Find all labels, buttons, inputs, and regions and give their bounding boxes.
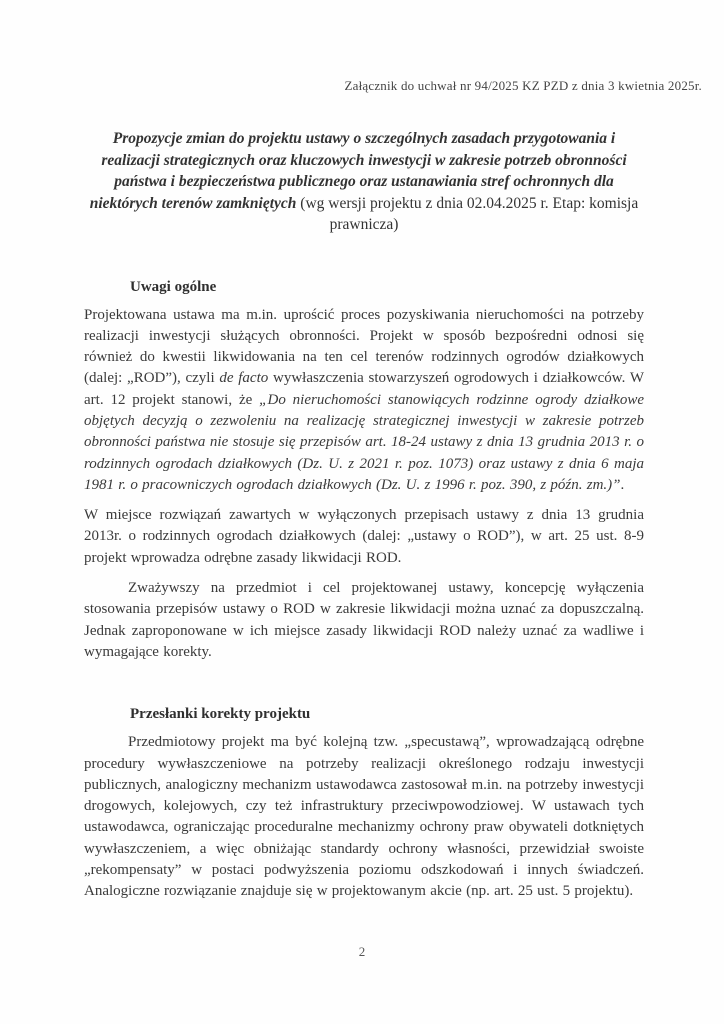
section-heading-uwagi-ogolne: Uwagi ogólne — [130, 278, 217, 295]
paragraph-premises-1: Przedmiotowy projekt ma być kolejną tzw. „specustawą”, wprowadzającą odrębne procedury wywłaszczeniowe na potrzeby realizacji określonego rodzaju inwestycji publicznych, analogiczny mechanizm ustawodawca zastosował m.in. na potrzeby inwestycji drogowych, kolejowych, czy też infrastruktury przeciwpowodziowej. W ustawach tych ustawodawca, ograniczając proceduralne mechanizmy ochrony praw obywateli dotkniętych wywłaszczeniem, a więc obniżając standardy ochrony własności, przewidział swoiste „rekompensaty” w postaci podwyższenia poziomu odszkodowań i innych świadczeń. Analogiczne rozwiązanie znajduje się w projektowanym akcie (np. art. 25 ust. 5 projektu). — [84, 734, 644, 900]
paragraph-text: . — [620, 476, 625, 493]
paragraph-italic-quotation: „Do nieruchomości stanowiących rodzinne ogrody działkowe objętych decyzją o zezwoleniu na realizację strategicznej inwestycji w zakresie potrzeb obronności państwa nie stosuje się przepisów art. 18-24 ustawy z dnia 13 grudnia 2013 r. o rodzinnych ogrodach działkowych (Dz. U. z 2021 r. poz. 1073) oraz ustawy z dnia 6 maja 1981 r. o pracowniczych ogrodach działkowych (Dz. U. z 1996 r. poz. 390, z późn. zm.)” — [84, 391, 644, 493]
paragraph-text: wywłaszczenia stowarzyszeń ogrodowych i działkowców. W art. 12 projekt stanowi, że — [84, 370, 644, 408]
page-number: 2 — [358, 944, 366, 959]
document-title-emphasis: Propozycje zmian do projektu ustawy o szczególnych zasadach przygotowania i realizacji strategicznych oraz kluczowych inwestycji w zakresie potrzeb obronności państwa i bezpieczeństwa publicznego oraz ustanawiania stref ochronnych dla niektórych terenów zamkniętych — [89, 130, 627, 212]
document-title-suffix: (wg wersji projektu z dnia 02.04.2025 r. Etap: komisja prawnicza) — [296, 194, 639, 233]
paragraph-general-1 — [84, 305, 644, 497]
paragraph-italic-de-facto: de facto — [219, 370, 269, 387]
paragraph-general-2: W miejsce rozwiązań zawartych w wyłączonych przepisach ustawy z dnia 13 grudnia 2013r. o rodzinnych ogrodach działkowych (dalej: „ustawy o ROD”), w art. 25 ust. 8-9 projekt wprowadza odrębne zasady likwidacji ROD. — [84, 507, 644, 566]
paragraph-general-3: Zważywszy na przedmiot i cel projektowanej ustawy, koncepcję wyłączenia stosowania przepisów ustawy o ROD w zakresie likwidacji można uznać za dopuszczalną. Jednak zaproponowane w ich miejsce zasady likwidacji ROD należy uznać za wadliwe i wymagające korekty. — [84, 580, 644, 660]
document-content — [84, 128, 644, 903]
attachment-reference-note: Załącznik do uchwał nr 94/2025 KZ PZD z dnia 3 kwietnia 2025r. — [344, 78, 702, 93]
paragraph-text: Projektowana ustawa ma m.in. uprościć proces pozyskiwania nieruchomości na potrzeby realizacji inwestycji służących obronności. Projekt w sposób bezpośredni odnosi się również do kwestii likwidowania na ten cel terenów rodzinnych ogrodów działkowych (dalej: „ROD”), czyli — [84, 306, 644, 387]
section-heading-przeslanki-korekty: Przesłanki korekty projektu — [130, 706, 311, 723]
document-title — [84, 128, 644, 236]
